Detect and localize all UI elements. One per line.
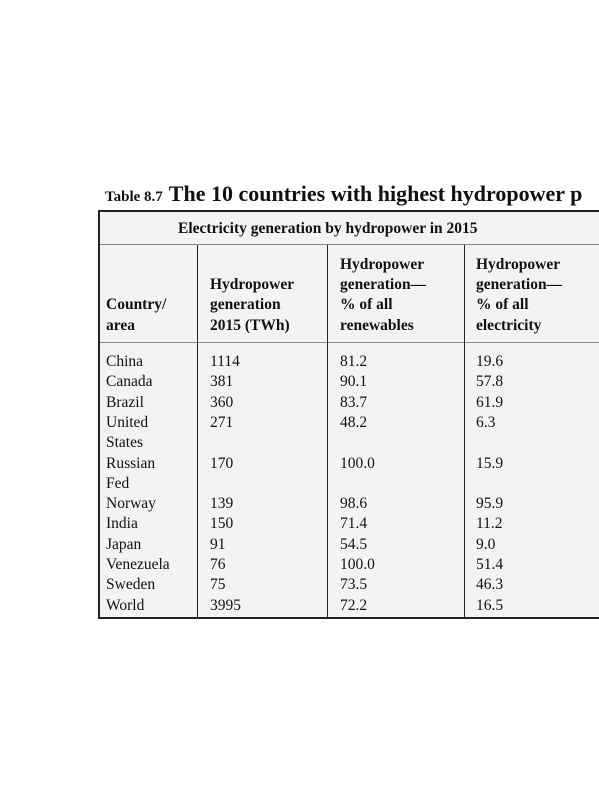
electricity-cell: 46.3 — [476, 576, 504, 594]
generation-cell: 150 — [210, 515, 234, 533]
country-name-line: Fed — [106, 474, 130, 492]
header-line: renewables — [340, 316, 414, 334]
table-label: Table 8.7 — [105, 189, 163, 205]
country-name-line: Norway — [106, 495, 156, 513]
electricity-cell: 11.2 — [476, 515, 503, 533]
country-cell — [106, 535, 141, 555]
generation-cell: 271 — [210, 413, 234, 431]
renewables-cell: 81.2 — [340, 353, 368, 370]
renewables-cell: 98.6 — [340, 495, 368, 513]
header-renewables — [340, 255, 426, 336]
country-name-line: Canada — [106, 373, 153, 391]
group-header: Electricity generation by hydropower in 2015 — [178, 220, 478, 237]
header-divider — [100, 244, 599, 245]
renewables-cell: 83.7 — [340, 393, 368, 411]
renewables-cell: 90.1 — [340, 373, 368, 391]
electricity-cell: 57.8 — [476, 373, 504, 391]
country-cell — [106, 393, 144, 413]
country-cell — [106, 372, 152, 392]
electricity-cell: 19.6 — [476, 353, 504, 370]
electricity-cell: 15.9 — [476, 454, 504, 472]
renewables-cell: 73.5 — [340, 576, 368, 594]
header-line: area — [106, 316, 135, 334]
electricity-cell: 95.9 — [476, 495, 504, 513]
generation-cell: 1114 — [210, 353, 240, 370]
generation-cell: 91 — [210, 535, 226, 553]
generation-cell: 170 — [210, 454, 234, 472]
header-line: % of all — [476, 296, 529, 314]
electricity-cell: 6.3 — [476, 413, 496, 431]
country-cell — [106, 514, 138, 534]
header-line: generation— — [476, 276, 563, 294]
electricity-cell: 51.4 — [476, 556, 504, 573]
country-name-line: Russian — [106, 454, 156, 472]
renewables-cell: 100.0 — [340, 454, 375, 472]
electricity-cell: 61.9 — [476, 393, 504, 411]
hydropower-table — [98, 210, 599, 619]
header-line: Hydropower — [210, 276, 295, 294]
country-cell — [106, 494, 156, 514]
country-name-line: Venezuela — [106, 556, 170, 573]
header-line: % of all — [340, 296, 393, 314]
table-title: The 10 countries with highest hydropower p — [168, 181, 583, 206]
country-name-line: Sweden — [106, 576, 156, 594]
country-cell — [106, 575, 155, 595]
header-electricity — [476, 255, 562, 336]
header-line: generation — [210, 296, 281, 314]
country-cell — [106, 596, 144, 616]
header-line: Hydropower — [340, 255, 425, 273]
table-caption — [105, 181, 582, 207]
generation-cell: 360 — [210, 393, 234, 411]
renewables-cell: 100.0 — [340, 556, 375, 573]
renewables-cell: 54.5 — [340, 535, 368, 553]
header-generation — [210, 275, 294, 336]
column-divider — [197, 245, 198, 619]
country-cell — [106, 413, 148, 454]
column-divider — [464, 245, 465, 619]
generation-cell: 139 — [210, 495, 234, 513]
electricity-cell: 9.0 — [476, 535, 496, 553]
header-country — [106, 295, 166, 336]
country-name-line: Japan — [106, 535, 142, 553]
header-line: electricity — [476, 316, 542, 334]
renewables-cell: 71.4 — [340, 515, 368, 533]
country-name-line: India — [106, 515, 138, 533]
electricity-cell: 16.5 — [476, 596, 504, 614]
country-cell — [106, 352, 143, 372]
header-line: generation— — [340, 276, 427, 294]
country-cell — [106, 454, 155, 495]
column-divider — [327, 245, 328, 619]
generation-cell: 75 — [210, 576, 226, 594]
header-bottom-rule — [100, 342, 599, 343]
renewables-cell: 48.2 — [340, 413, 368, 431]
country-name-line: States — [106, 434, 144, 452]
country-name-line: China — [106, 353, 144, 370]
generation-cell: 381 — [210, 373, 234, 391]
generation-cell: 76 — [210, 556, 226, 573]
country-cell — [106, 555, 170, 575]
header-line: 2015 (TWh) — [210, 316, 290, 334]
country-name-line: World — [106, 596, 145, 614]
country-name-line: Brazil — [106, 393, 144, 411]
header-line: Country/ — [106, 296, 167, 314]
generation-cell: 3995 — [210, 596, 241, 614]
country-name-line: United — [106, 413, 149, 431]
header-line: Hydropower — [476, 255, 561, 273]
renewables-cell: 72.2 — [340, 596, 368, 614]
